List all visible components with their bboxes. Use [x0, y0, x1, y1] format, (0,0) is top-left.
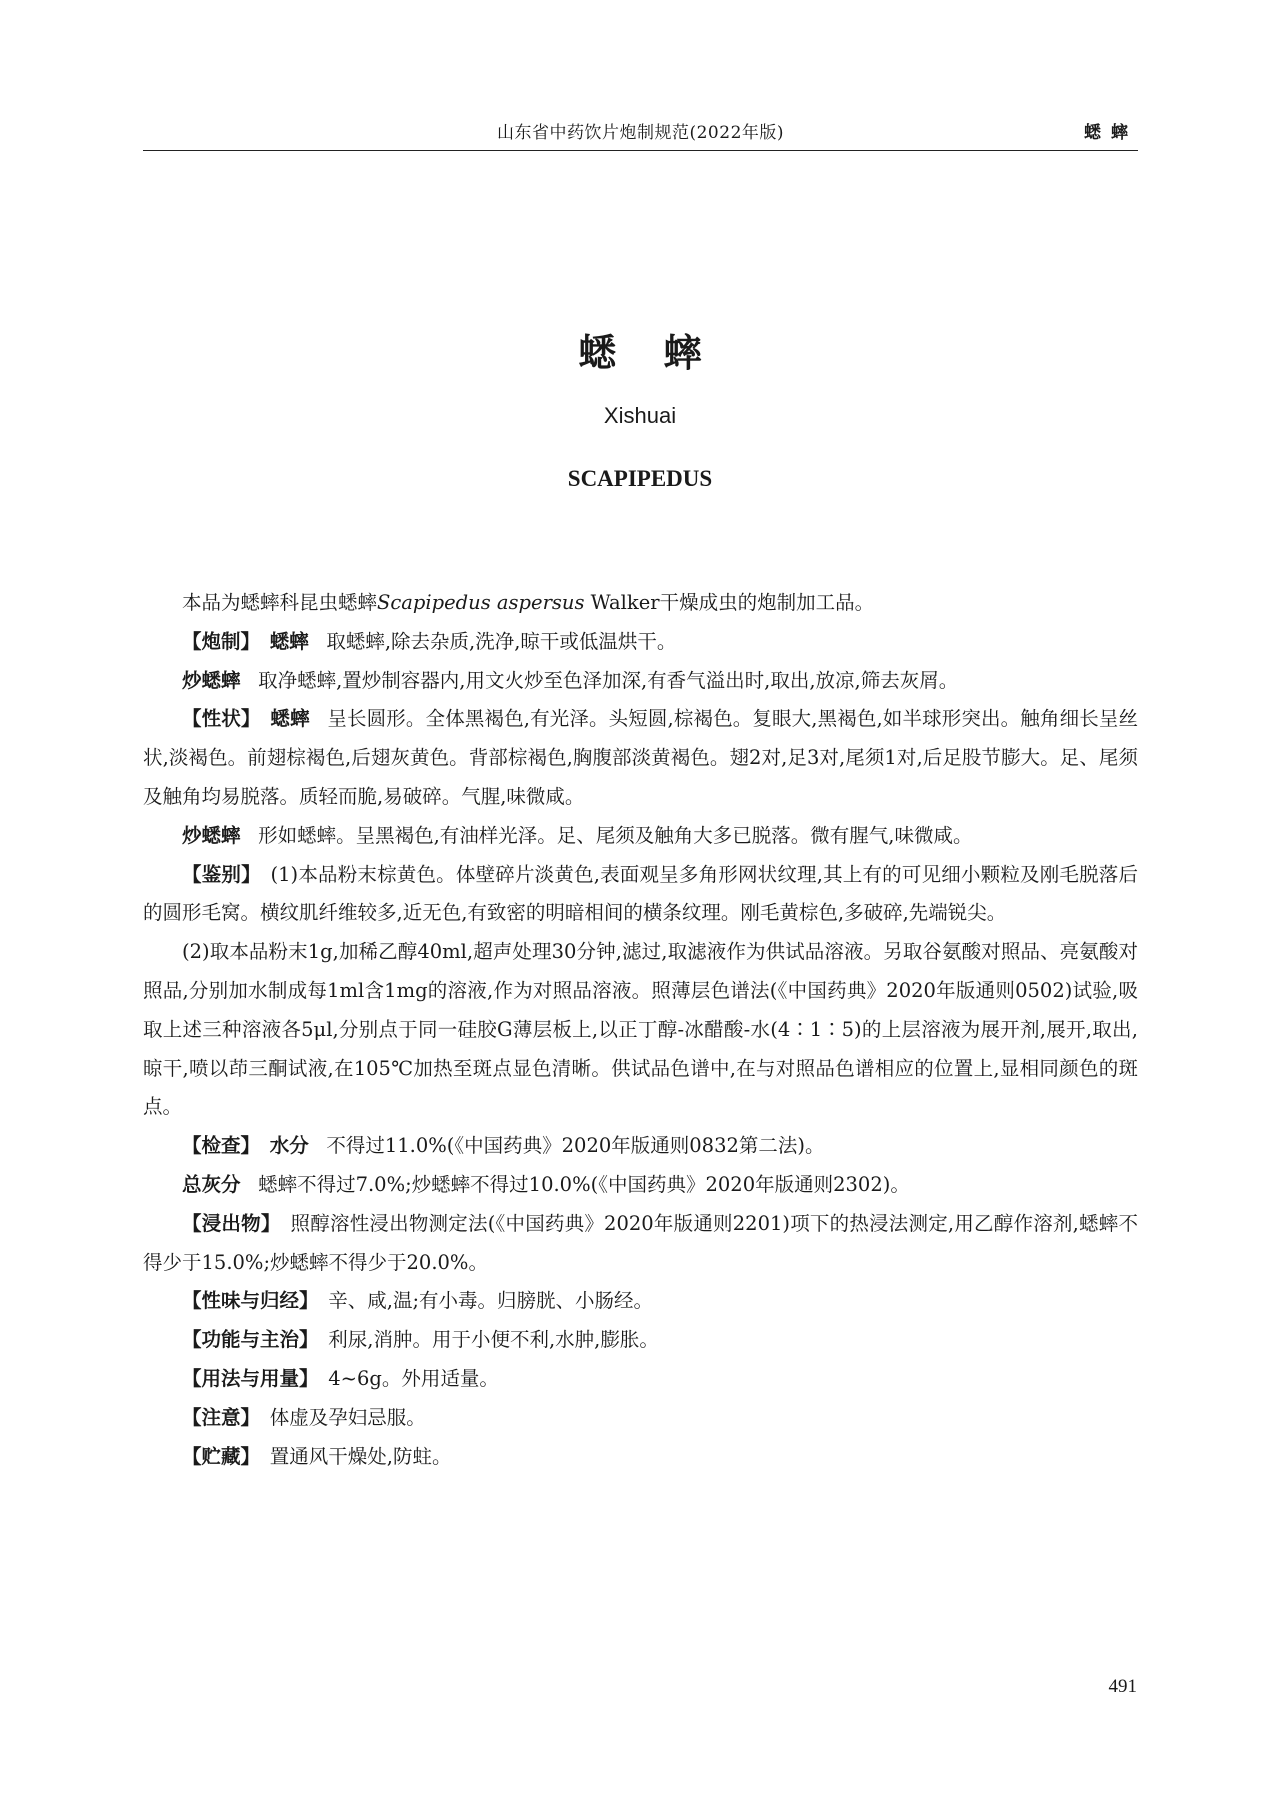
zhuyi-paragraph [143, 1399, 1138, 1438]
header-entry-name: 蟋蟀 [1084, 123, 1138, 143]
xingzhuang-text1: 呈长圆形。全体黑褐色,有光泽。头短圆,棕褐色。复眼大,黑褐色,如半球形突出。触角细长呈丝状,淡褐色。前翅棕褐色,后翅灰黄色。背部棕褐色,胸腹部淡黄褐色。翅2对,足3对,尾须1对,后足股节膨大。足、尾须及触角均易脱落。质轻而脆,易破碎。气腥,味微咸。 [143, 707, 1138, 808]
entry-body [143, 584, 1138, 1476]
xingzhuang-paragraph [143, 700, 1138, 816]
page-number: 491 [1108, 1676, 1137, 1697]
jianbie-text1: (1)本品粉末棕黄色。体壁碎片淡黄色,表面观呈多角形网状纹理,其上有的可见细小颗粒及刚毛脱落后的圆形毛窝。横纹肌纤维较多,近无色,有致密的明暗相间的横条纹理。刚毛黄棕色,多破碎,先端锐尖。 [143, 862, 1138, 925]
yongfa-text: 4~6g。外用适量。 [328, 1366, 499, 1390]
xingwei-heading: 【性味与归经】 [182, 1289, 319, 1313]
paozhi-paragraph-2 [143, 662, 1138, 701]
jianbie-heading: 【鉴别】 [182, 862, 261, 886]
entry-pinyin: Xishuai [603, 403, 677, 428]
entry-title: 蟋 蟀 [578, 331, 702, 375]
jiancha-paragraph-2 [143, 1166, 1138, 1205]
jianbie-paragraph [143, 856, 1138, 934]
zhucang-paragraph [143, 1438, 1138, 1477]
entry-latin-name: SCAPIPEDUS [567, 466, 713, 491]
jinchuwu-paragraph [143, 1205, 1138, 1283]
xingzhuang-sub2: 炒蟋蟀 [182, 823, 241, 847]
zhuyi-heading: 【注意】 [182, 1405, 261, 1429]
intro-text-after: 干燥成虫的炮制加工品。 [659, 591, 875, 614]
jiancha-sub2: 总灰分 [182, 1172, 241, 1196]
jianbie-text2: (2)取本品粉末1g,加稀乙醇40ml,超声处理30分钟,滤过,取滤液作为供试品溶液。另取谷氨酸对照品、亮氨酸对照品,分别加水制成每1ml含1mg的溶液,作为对照品溶液。照薄层色谱法(《中国药典》2020年版通则0502)试验,吸取上述三种溶液各5μl,分别点于同一硅胶G薄层板上,以正丁醇-冰醋酸-水(4∶1∶5)的上层溶液为展开剂,展开,取出,晾干,喷以茚三酮试液,在105℃加热至斑点显色清晰。供试品色谱中,在与对照品色谱相应的位置上,显相同颜色的斑点。 [143, 940, 1138, 1119]
species-name: Scapipedus aspersus [377, 591, 585, 614]
intro-text-before: 本品为蟋蟀科昆虫蟋蟀 [182, 591, 378, 614]
xingwei-text: 辛、咸,温;有小毒。归膀胱、小肠经。 [328, 1289, 654, 1313]
paozhi-sub1: 蟋蟀 [269, 629, 309, 653]
jiancha-text2: 蟋蟀不得过7.0%;炒蟋蟀不得过10.0%(《中国药典》2020年版通则2302)。 [258, 1172, 910, 1196]
paozhi-heading: 【炮制】 [182, 629, 261, 653]
jiancha-paragraph [143, 1127, 1138, 1166]
gongneng-heading: 【功能与主治】 [182, 1328, 319, 1352]
intro-paragraph [143, 584, 1138, 623]
paozhi-text1: 取蟋蟀,除去杂质,洗净,晾干或低温烘干。 [326, 629, 677, 653]
zhucang-heading: 【贮藏】 [182, 1444, 261, 1468]
xingzhuang-sub1: 蟋蟀 [270, 707, 310, 731]
species-author: Walker [584, 591, 660, 614]
jiancha-sub1: 水分 [269, 1134, 309, 1158]
xingwei-paragraph [143, 1282, 1138, 1321]
paozhi-sub2: 炒蟋蟀 [182, 668, 241, 692]
yongfa-paragraph [143, 1360, 1138, 1399]
jianbie-paragraph-2 [143, 933, 1138, 1127]
xingzhuang-heading: 【性状】 [182, 707, 261, 731]
header-book-title: 山东省中药饮片炮制规范(2022年版) [496, 123, 785, 143]
jiancha-heading: 【检查】 [182, 1134, 261, 1158]
running-header [143, 112, 1138, 151]
jiancha-text1: 不得过11.0%(《中国药典》2020年版通则0832第二法)。 [326, 1134, 825, 1158]
jinchuwu-heading: 【浸出物】 [182, 1211, 281, 1235]
zhuyi-text: 体虚及孕妇忌服。 [269, 1405, 426, 1429]
jinchuwu-text: 照醇溶性浸出物测定法(《中国药典》2020年版通则2201)项下的热浸法测定,用乙醇作溶剂,蟋蟀不得少于15.0%;炒蟋蟀不得少于20.0%。 [143, 1211, 1138, 1274]
gongneng-text: 利尿,消肿。用于小便不利,水肿,膨胀。 [328, 1328, 659, 1352]
paozhi-text2: 取净蟋蟀,置炒制容器内,用文火炒至色泽加深,有香气溢出时,取出,放凉,筛去灰屑。 [258, 668, 959, 692]
paozhi-paragraph [143, 623, 1138, 662]
zhucang-text: 置通风干燥处,防蛀。 [269, 1444, 452, 1468]
xingzhuang-text2: 形如蟋蟀。呈黑褐色,有油样光泽。足、尾须及触角大多已脱落。微有腥气,味微咸。 [258, 823, 973, 847]
gongneng-paragraph [143, 1321, 1138, 1360]
yongfa-heading: 【用法与用量】 [182, 1366, 319, 1390]
xingzhuang-paragraph-2 [143, 817, 1138, 856]
